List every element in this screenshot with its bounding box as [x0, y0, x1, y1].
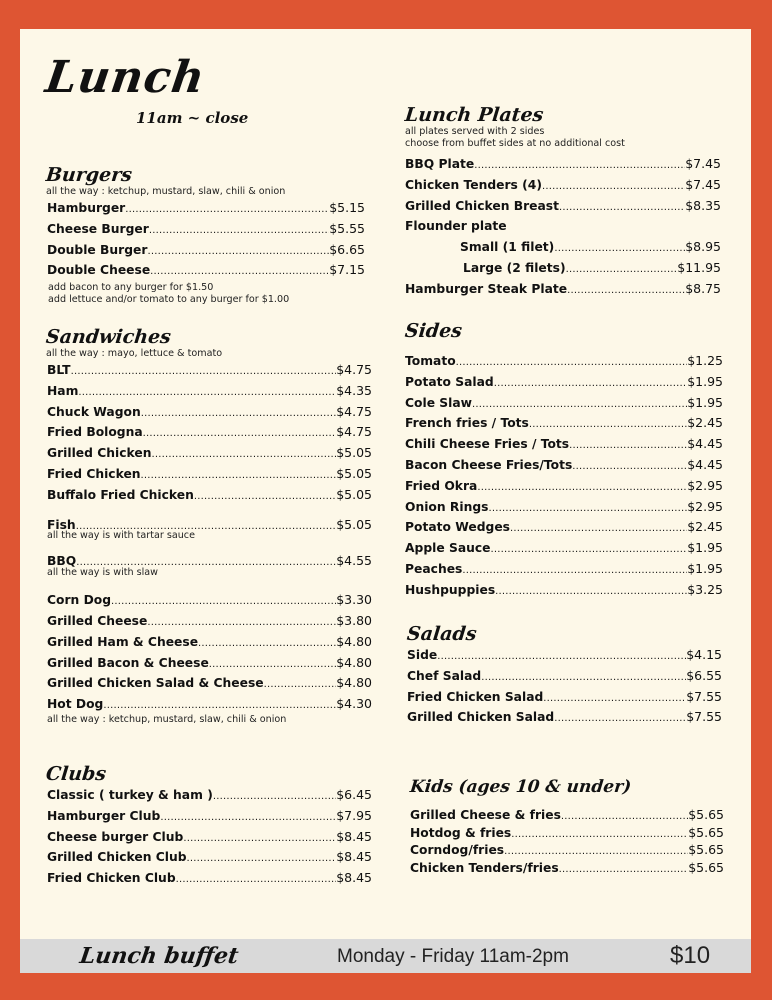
buffet-price: $10: [670, 942, 711, 969]
sides-list: [405, 351, 723, 601]
menu-item: Grilled Bacon & Cheese ..... $4.80: [47, 653, 372, 674]
menu-item: Potato Salad ..... $1.95: [405, 372, 723, 393]
menu-item: Fried Chicken ..... $5.05: [47, 464, 372, 485]
menu-item: Grilled Cheese ..... $3.80: [47, 611, 372, 632]
menu-item: BBQ ..... $4.55: [47, 551, 372, 572]
menu-item: Hamburger Steak Plate ..... $8.75: [405, 279, 721, 300]
menu-item: Grilled Chicken Salad & Cheese ..... $4.80: [47, 673, 372, 694]
sides-section: [405, 320, 725, 601]
menu-item: Onion Rings ..... $2.95: [405, 497, 723, 518]
menu-item: Fried Okra ..... $2.95: [405, 476, 723, 497]
lunch-plates-section: [405, 104, 725, 300]
menu-item: Chicken Tenders/fries ..... $5.65: [410, 859, 724, 877]
menu-item: Chef Salad ..... $6.55: [407, 666, 722, 687]
section-note: all plates served with 2 sides: [405, 126, 545, 137]
section-title: Clubs: [44, 763, 108, 785]
item-note: all the way is with tartar sauce: [47, 530, 195, 542]
item-note: all the way is with slaw: [47, 567, 159, 579]
section-title: Lunch Plates: [403, 104, 545, 126]
menu-item: Hamburger ..... $5.15: [47, 198, 365, 219]
addon-note: add bacon to any burger for $1.50: [48, 282, 214, 294]
menu-item: Grilled Ham & Cheese ..... $4.80: [47, 632, 372, 653]
menu-item: Grilled Chicken Salad ..... $7.55: [407, 707, 722, 728]
menu-item: Chicken Tenders (4) ..... $7.45: [405, 175, 721, 196]
menu-item: Potato Wedges ..... $2.45: [405, 517, 723, 538]
menu-item: Corn Dog ..... $3.30: [47, 590, 372, 611]
menu-item: Tomato ..... $1.25: [405, 351, 723, 372]
menu-item: Small (1 filet) ..... $8.95: [405, 237, 721, 258]
menu-item: Chuck Wagon ..... $4.75: [47, 402, 372, 423]
menu-item: Buffalo Fried Chicken ..... $5.05: [47, 485, 372, 506]
menu-item: BLT ..... $4.75: [47, 360, 372, 381]
menu-item: Large (2 filets) ..... $11.95: [405, 258, 721, 279]
clubs-section: [46, 763, 372, 889]
menu-item: Side ..... $4.15: [407, 645, 722, 666]
section-title: Sides: [403, 320, 464, 342]
section-note: all the way : mayo, lettuce & tomato: [46, 348, 223, 359]
buffet-title: Lunch buffet: [78, 943, 241, 969]
kids-section: [410, 776, 730, 876]
menu-item: Fried Chicken Salad ..... $7.55: [407, 687, 722, 708]
menu-item: Fried Chicken Club ..... $8.45: [47, 868, 372, 889]
menu-item: Cheese burger Club ..... $8.45: [47, 827, 372, 848]
salads-list: [407, 645, 722, 728]
menu-item: Fried Bologna ..... $4.75: [47, 422, 372, 443]
kids-list: [410, 806, 724, 876]
buffet-bar: [20, 939, 751, 973]
clubs-list: [47, 785, 372, 889]
menu-item: Cheese Burger ..... $5.55: [47, 219, 365, 240]
menu-item: Double Burger ..... $6.65: [47, 240, 365, 261]
menu-item: BBQ Plate ..... $7.45: [405, 154, 721, 175]
salads-section: [407, 623, 727, 728]
page-title: Lunch: [42, 52, 209, 103]
menu-item: Hot Dog ..... $4.30: [47, 694, 372, 715]
section-title: Salads: [405, 623, 478, 645]
section-note: choose from buffet sides at no additional cost: [405, 138, 625, 149]
menu-item: Grilled Chicken Breast ..... $8.35: [405, 196, 721, 217]
menu-item: Double Cheese ..... $7.15: [47, 260, 365, 281]
menu-item: Bacon Cheese Fries/Tots ..... $4.45: [405, 455, 723, 476]
burgers-section: [46, 164, 366, 306]
menu-item: Peaches ..... $1.95: [405, 559, 723, 580]
section-note: all the way : ketchup, mustard, slaw, chili & onion: [46, 186, 286, 197]
menu-item: Grilled Chicken ..... $5.05: [47, 443, 372, 464]
sandwiches-list: [47, 360, 372, 726]
menu-item: Ham ..... $4.35: [47, 381, 372, 402]
menu-item-heading: Flounder plate: [405, 219, 507, 234]
menu-item: Grilled Chicken Club ..... $8.45: [47, 847, 372, 868]
sandwiches-section: [44, 326, 372, 726]
burgers-list: [47, 198, 365, 281]
buffet-days: Monday - Friday 11am-2pm: [337, 946, 569, 967]
menu-item: Classic ( turkey & ham ) ..... $6.45: [47, 785, 372, 806]
item-note: all the way : ketchup, mustard, slaw, chili & onion: [47, 713, 287, 725]
menu-item: Grilled Cheese & fries ..... $5.65: [410, 806, 724, 824]
menu-item: Apple Sauce ..... $1.95: [405, 538, 723, 559]
menu-item: Hushpuppies ..... $3.25: [405, 580, 723, 601]
addon-note: add lettuce and/or tomato to any burger for $1.00: [48, 294, 290, 306]
menu-item: French fries / Tots ..... $2.45: [405, 413, 723, 434]
menu-item: Hotdog & fries ..... $5.65: [410, 824, 724, 842]
menu-item: Hamburger Club ..... $7.95: [47, 806, 372, 827]
menu-item: Cole Slaw ..... $1.95: [405, 393, 723, 414]
section-title: Sandwiches: [44, 326, 173, 348]
hours: 11am ~ close: [136, 109, 249, 127]
section-title: Burgers: [44, 164, 134, 186]
menu-item: Chili Cheese Fries / Tots ..... $4.45: [405, 434, 723, 455]
plates-list: [405, 154, 721, 300]
menu-item: Corndog/fries ..... $5.65: [410, 841, 724, 859]
section-title: Kids (ages 10 & under): [408, 777, 633, 797]
menu-item: Fish ..... $5.05: [47, 515, 372, 536]
